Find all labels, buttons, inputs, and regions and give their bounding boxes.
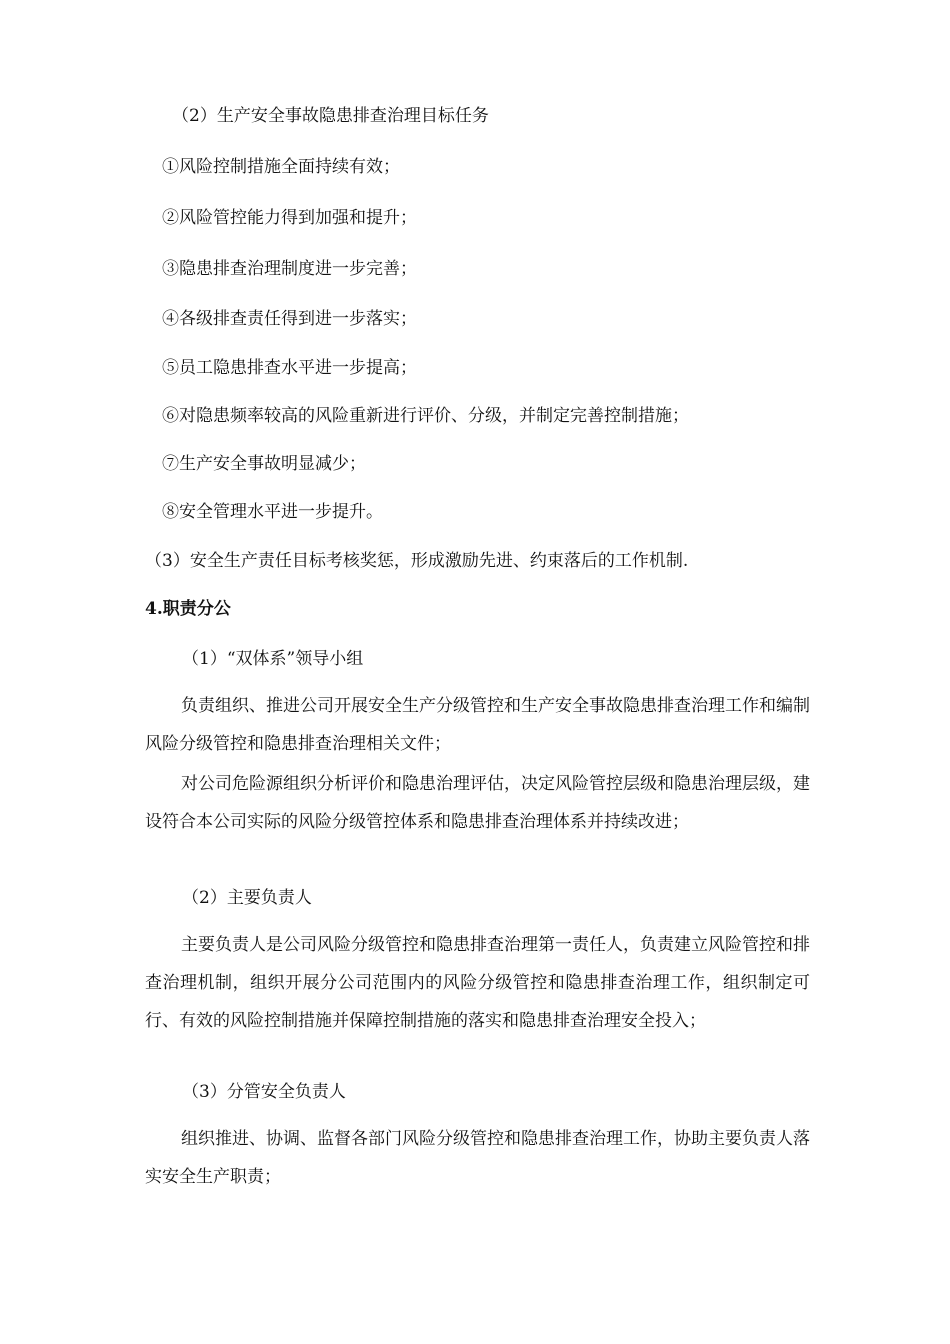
subsection-3-paragraph-1: 组织推进、协调、监督各部门风险分级管控和隐患排查治理工作，协助主要负责人落实安全生产职责； <box>145 1129 810 1187</box>
list-item: ③隐患排查治理制度进一步完善； <box>162 259 417 279</box>
subsection-1-paragraph-1: 负责组织、推进公司开展安全生产分级管控和生产安全事故隐患排查治理工作和编制风险分级管控和隐患排查治理相关文件； <box>145 696 810 754</box>
list-item: ②风险管控能力得到加强和提升； <box>162 208 417 228</box>
section-2-title: （2）生产安全事故隐患排查治理目标任务 <box>172 106 489 126</box>
subsection-2-paragraph-1: 主要负责人是公司风险分级管控和隐患排查治理第一责任人，负责建立风险管控和排查治理机制，组织开展分公司范围内的风险分级管控和隐患排查治理工作，组织制定可行、有效的风险控制措施并保障控制措施的落实和隐患排查治理安全投入； <box>145 935 810 1031</box>
subsection-2-title: （2）主要负责人 <box>182 888 312 908</box>
list-item: ⑤员工隐患排查水平进一步提高； <box>162 358 417 378</box>
list-item: ⑦生产安全事故明显减少； <box>162 454 366 474</box>
section-3-title: （3）安全生产责任目标考核奖惩，形成激励先进、约束落后的工作机制. <box>145 551 689 571</box>
subsection-1-title: （1）“双体系”领导小组 <box>182 649 364 669</box>
subsection-1-paragraph-2: 对公司危险源组织分析评价和隐患治理评估，决定风险管控层级和隐患治理层级，建设符合本公司实际的风险分级管控体系和隐患排查治理体系并持续改进； <box>145 774 810 832</box>
chapter-4-heading: 4.职责分公 <box>145 599 231 619</box>
list-item: ④各级排查责任得到进一步落实； <box>162 309 417 329</box>
list-item: ①风险控制措施全面持续有效； <box>162 157 400 177</box>
subsection-3-title: （3）分管安全负责人 <box>182 1082 346 1102</box>
list-item: ⑧安全管理水平进一步提升。 <box>162 502 383 522</box>
list-item: ⑥对隐患频率较高的风险重新进行评价、分级，并制定完善控制措施； <box>162 406 689 426</box>
